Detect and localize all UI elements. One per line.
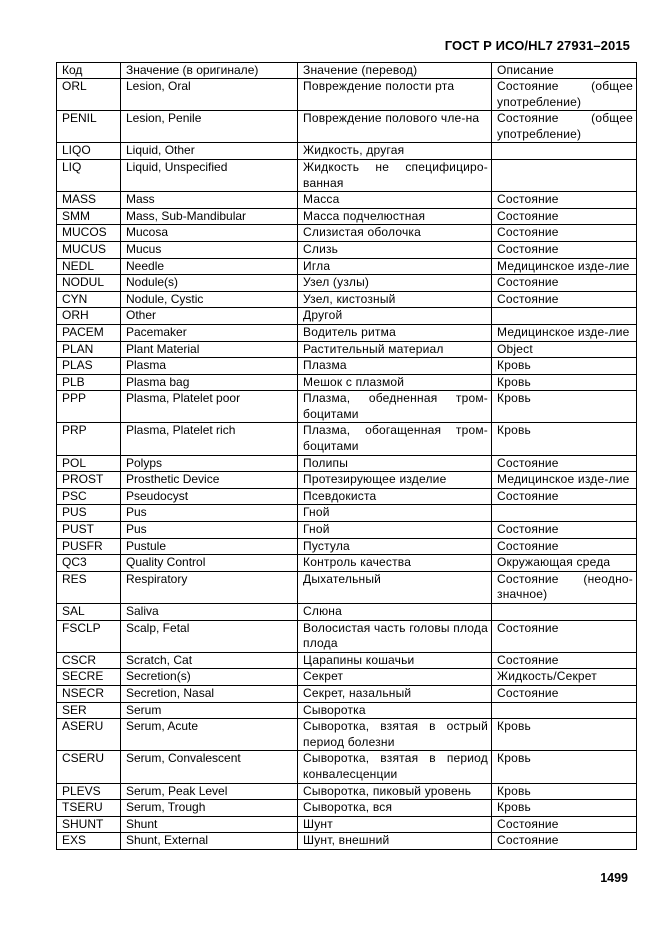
cell-code: POL: [57, 455, 121, 472]
cell-translation: Волосистая часть головы плода плода: [298, 620, 492, 652]
table-row: [57, 685, 637, 702]
cell-translation: Полипы: [298, 455, 492, 472]
cell-code: SAL: [57, 604, 121, 621]
cell-code: SECRE: [57, 669, 121, 686]
cell-code: PLAN: [57, 341, 121, 358]
cell-description: [492, 308, 637, 325]
cell-original: Secretion, Nasal: [121, 685, 298, 702]
cell-translation: Гной: [298, 505, 492, 522]
cell-original: Plasma, Platelet poor: [121, 391, 298, 423]
cell-code: SMM: [57, 208, 121, 225]
table-row: [57, 669, 637, 686]
cell-original: Liquid, Other: [121, 143, 298, 160]
table-body: [57, 79, 637, 850]
cell-code: MASS: [57, 192, 121, 209]
table-row: [57, 192, 637, 209]
table-row: [57, 604, 637, 621]
cell-original: Plasma, Platelet rich: [121, 423, 298, 455]
cell-original: Shunt: [121, 816, 298, 833]
cell-code: SHUNT: [57, 816, 121, 833]
table-row: [57, 538, 637, 555]
cell-code: PUST: [57, 522, 121, 539]
cell-original: Serum, Trough: [121, 800, 298, 817]
cell-original: Saliva: [121, 604, 298, 621]
table-row: [57, 423, 637, 455]
cell-code: CYN: [57, 291, 121, 308]
table-row: [57, 374, 637, 391]
cell-code: FSCLP: [57, 620, 121, 652]
cell-code: PLEVS: [57, 783, 121, 800]
cell-code: SER: [57, 702, 121, 719]
cell-code: MUCUS: [57, 241, 121, 258]
cell-code: MUCOS: [57, 225, 121, 242]
table-row: [57, 783, 637, 800]
cell-translation: Протезирующее изделие: [298, 472, 492, 489]
cell-original: Plasma bag: [121, 374, 298, 391]
cell-translation: Повреждение полового чле-на: [298, 111, 492, 143]
table-row: [57, 652, 637, 669]
cell-description: Состояние (неодно-значное): [492, 571, 637, 603]
cell-code: CSERU: [57, 751, 121, 783]
cell-original: Polyps: [121, 455, 298, 472]
table-row: [57, 833, 637, 850]
table-row: [57, 719, 637, 751]
table-row: [57, 800, 637, 817]
cell-code: ASERU: [57, 719, 121, 751]
cell-original: Pacemaker: [121, 324, 298, 341]
column-header-description: Описание: [492, 63, 637, 79]
cell-code: PUSFR: [57, 538, 121, 555]
cell-description: Состояние: [492, 652, 637, 669]
cell-original: Shunt, External: [121, 833, 298, 850]
table-row: [57, 391, 637, 423]
cell-translation: Масса подчелюстная: [298, 208, 492, 225]
cell-translation: Шунт, внешний: [298, 833, 492, 850]
cell-original: Secretion(s): [121, 669, 298, 686]
cell-original: Scalp, Fetal: [121, 620, 298, 652]
cell-translation: Сыворотка, пиковый уровень: [298, 783, 492, 800]
cell-original: Serum: [121, 702, 298, 719]
cell-description: Состояние: [492, 225, 637, 242]
cell-description: Кровь: [492, 783, 637, 800]
cell-code: EXS: [57, 833, 121, 850]
cell-description: Состояние: [492, 192, 637, 209]
table-row: [57, 751, 637, 783]
cell-translation: Повреждение полости рта: [298, 79, 492, 111]
cell-description: Состояние (общее употребление): [492, 111, 637, 143]
cell-translation: Сыворотка, взятая в острый период болезни: [298, 719, 492, 751]
cell-description: Медицинское изде-лие: [492, 472, 637, 489]
table-row: [57, 455, 637, 472]
cell-code: PUS: [57, 505, 121, 522]
cell-original: Needle: [121, 258, 298, 275]
cell-code: NODUL: [57, 275, 121, 292]
cell-original: Serum, Acute: [121, 719, 298, 751]
cell-translation: Плазма: [298, 358, 492, 375]
cell-description: Состояние: [492, 275, 637, 292]
cell-translation: Мешок с плазмой: [298, 374, 492, 391]
cell-description: Состояние: [492, 833, 637, 850]
cell-original: Liquid, Unspecified: [121, 159, 298, 191]
cell-description: Медицинское изде-лие: [492, 258, 637, 275]
table-row: [57, 620, 637, 652]
cell-code: PRP: [57, 423, 121, 455]
table-row: [57, 505, 637, 522]
specimen-code-table: [56, 62, 637, 850]
cell-code: ORL: [57, 79, 121, 111]
cell-translation: Плазма, обедненная тром-боцитами: [298, 391, 492, 423]
table-row: [57, 702, 637, 719]
cell-original: Nodule(s): [121, 275, 298, 292]
table-header-row: [57, 63, 637, 79]
cell-translation: Сыворотка, взятая в период конвалесценции: [298, 751, 492, 783]
document-header: ГОСТ Р ИСО/HL7 27931–2015: [444, 38, 630, 53]
cell-translation: Псевдокиста: [298, 488, 492, 505]
cell-description: [492, 143, 637, 160]
cell-translation: Другой: [298, 308, 492, 325]
table-row: [57, 308, 637, 325]
cell-code: PROST: [57, 472, 121, 489]
cell-code: NSECR: [57, 685, 121, 702]
cell-description: Состояние: [492, 455, 637, 472]
cell-original: Plasma: [121, 358, 298, 375]
cell-original: Serum, Peak Level: [121, 783, 298, 800]
cell-code: PACEM: [57, 324, 121, 341]
cell-description: Object: [492, 341, 637, 358]
cell-translation: Жидкость, другая: [298, 143, 492, 160]
table-row: [57, 275, 637, 292]
table-row: [57, 241, 637, 258]
cell-original: Serum, Convalescent: [121, 751, 298, 783]
column-header-translation: Значение (перевод): [298, 63, 492, 79]
cell-code: PSC: [57, 488, 121, 505]
cell-original: Plant Material: [121, 341, 298, 358]
cell-description: [492, 702, 637, 719]
cell-description: Состояние: [492, 291, 637, 308]
table-row: [57, 208, 637, 225]
cell-description: [492, 604, 637, 621]
cell-translation: Слизистая оболочка: [298, 225, 492, 242]
cell-original: Pseudocyst: [121, 488, 298, 505]
table-row: [57, 571, 637, 603]
cell-description: Жидкость/Секрет: [492, 669, 637, 686]
cell-code: RES: [57, 571, 121, 603]
table-row: [57, 522, 637, 539]
cell-original: Mucus: [121, 241, 298, 258]
cell-translation: Шунт: [298, 816, 492, 833]
cell-original: Pus: [121, 505, 298, 522]
table-row: [57, 555, 637, 572]
cell-code: LIQ: [57, 159, 121, 191]
cell-translation: Дыхательный: [298, 571, 492, 603]
cell-description: Кровь: [492, 423, 637, 455]
table-row: [57, 79, 637, 111]
cell-original: Mass, Sub-Mandibular: [121, 208, 298, 225]
cell-original: Prosthetic Device: [121, 472, 298, 489]
cell-original: Scratch, Cat: [121, 652, 298, 669]
cell-description: Состояние (общее употребление): [492, 79, 637, 111]
cell-description: Состояние: [492, 522, 637, 539]
table-row: [57, 258, 637, 275]
cell-description: Кровь: [492, 358, 637, 375]
table-row: [57, 225, 637, 242]
cell-original: Lesion, Penile: [121, 111, 298, 143]
table-row: [57, 159, 637, 191]
column-header-code: Код: [57, 63, 121, 79]
cell-translation: Секрет: [298, 669, 492, 686]
cell-description: Окружающая среда: [492, 555, 637, 572]
cell-description: Кровь: [492, 374, 637, 391]
table-row: [57, 324, 637, 341]
cell-translation: Плазма, обогащенная тром-боцитами: [298, 423, 492, 455]
cell-description: Состояние: [492, 816, 637, 833]
cell-description: Состояние: [492, 208, 637, 225]
cell-original: Mass: [121, 192, 298, 209]
table-row: [57, 143, 637, 160]
cell-original: Other: [121, 308, 298, 325]
page-number: 1499: [600, 871, 628, 885]
table-row: [57, 358, 637, 375]
table-row: [57, 111, 637, 143]
table-row: [57, 341, 637, 358]
cell-translation: Царапины кошачьи: [298, 652, 492, 669]
cell-translation: Жидкость не специфициро-ванная: [298, 159, 492, 191]
cell-original: Mucosa: [121, 225, 298, 242]
cell-translation: Узел (узлы): [298, 275, 492, 292]
cell-translation: Пустула: [298, 538, 492, 555]
cell-description: Состояние: [492, 620, 637, 652]
cell-translation: Масса: [298, 192, 492, 209]
cell-original: Nodule, Cystic: [121, 291, 298, 308]
table-row: [57, 816, 637, 833]
cell-description: Состояние: [492, 241, 637, 258]
cell-translation: Слизь: [298, 241, 492, 258]
cell-original: Pus: [121, 522, 298, 539]
cell-code: PLB: [57, 374, 121, 391]
cell-description: Кровь: [492, 751, 637, 783]
cell-description: Состояние: [492, 685, 637, 702]
cell-code: PENIL: [57, 111, 121, 143]
table-row: [57, 472, 637, 489]
cell-description: Кровь: [492, 800, 637, 817]
cell-original: Pustule: [121, 538, 298, 555]
cell-code: PLAS: [57, 358, 121, 375]
cell-description: Состояние: [492, 488, 637, 505]
column-header-original: Значение (в оригинале): [121, 63, 298, 79]
cell-original: Quality Control: [121, 555, 298, 572]
cell-original: Respiratory: [121, 571, 298, 603]
cell-code: TSERU: [57, 800, 121, 817]
cell-description: Медицинское изде-лие: [492, 324, 637, 341]
cell-code: QC3: [57, 555, 121, 572]
cell-description: Кровь: [492, 391, 637, 423]
cell-translation: Игла: [298, 258, 492, 275]
table-row: [57, 291, 637, 308]
cell-original: Lesion, Oral: [121, 79, 298, 111]
table-row: [57, 488, 637, 505]
cell-translation: Водитель ритма: [298, 324, 492, 341]
cell-code: CSCR: [57, 652, 121, 669]
cell-translation: Сыворотка, вся: [298, 800, 492, 817]
cell-code: LIQO: [57, 143, 121, 160]
cell-code: NEDL: [57, 258, 121, 275]
cell-description: [492, 159, 637, 191]
cell-code: PPP: [57, 391, 121, 423]
cell-translation: Слюна: [298, 604, 492, 621]
cell-translation: Контроль качества: [298, 555, 492, 572]
cell-translation: Гной: [298, 522, 492, 539]
cell-translation: Секрет, назальный: [298, 685, 492, 702]
cell-description: [492, 505, 637, 522]
cell-translation: Сыворотка: [298, 702, 492, 719]
cell-translation: Растительный материал: [298, 341, 492, 358]
cell-description: Состояние: [492, 538, 637, 555]
cell-translation: Узел, кистозный: [298, 291, 492, 308]
cell-code: ORH: [57, 308, 121, 325]
cell-description: Кровь: [492, 719, 637, 751]
